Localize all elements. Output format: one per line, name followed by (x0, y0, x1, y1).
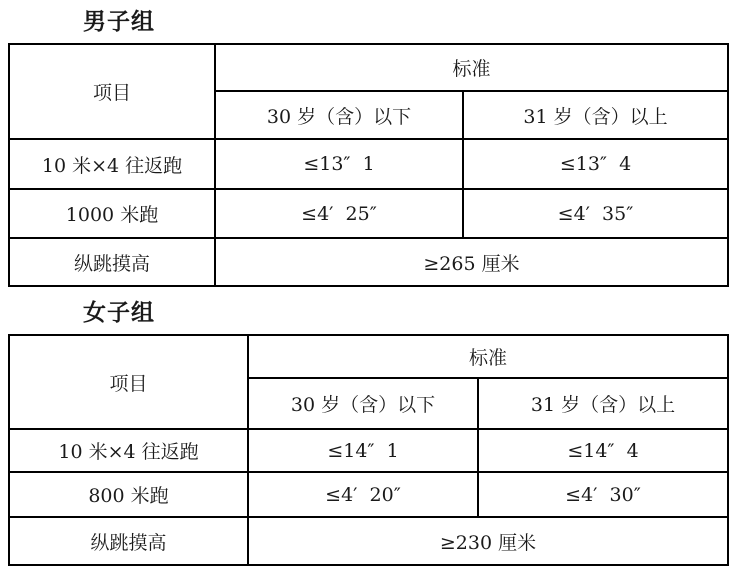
cell-item: 10 米×4 往返跑 (9, 429, 248, 472)
cell-item: 纵跳摸高 (9, 238, 215, 286)
men-group-title: 男子组 (83, 8, 155, 35)
table-row (9, 189, 728, 238)
men-standards-table (8, 43, 729, 287)
cell-value-over: ≤14″ 4 (478, 429, 728, 472)
cell-value-under: ≤4′ 20″ (248, 472, 478, 517)
cell-value-over: ≤4′ 30″ (478, 472, 728, 517)
cell-value-over: ≤13″ 4 (463, 139, 728, 189)
header-cell-age-over: 31 岁（含）以上 (478, 378, 728, 429)
table-row (9, 139, 728, 189)
table-header-row (9, 335, 728, 378)
table-row (9, 238, 728, 286)
cell-value-under: ≤4′ 25″ (215, 189, 463, 238)
header-cell-age-under: 30 岁（含）以下 (248, 378, 478, 429)
header-cell-age-under: 30 岁（含）以下 (215, 91, 463, 139)
cell-item: 10 米×4 往返跑 (9, 139, 215, 189)
table-row (9, 472, 728, 517)
cell-value-under: ≤14″ 1 (248, 429, 478, 472)
cell-value-under: ≤13″ 1 (215, 139, 463, 189)
header-cell-age-over: 31 岁（含）以上 (463, 91, 728, 139)
table-row (9, 517, 728, 565)
cell-value-all-ages: ≥230 厘米 (248, 517, 728, 565)
header-cell-item: 项目 (9, 44, 215, 139)
header-cell-item: 项目 (9, 335, 248, 429)
cell-item: 800 米跑 (9, 472, 248, 517)
table-row (9, 429, 728, 472)
cell-value-over: ≤4′ 35″ (463, 189, 728, 238)
header-cell-standard: 标准 (248, 335, 728, 378)
women-standards-table (8, 334, 729, 566)
cell-item: 1000 米跑 (9, 189, 215, 238)
cell-value-all-ages: ≥265 厘米 (215, 238, 728, 286)
cell-item: 纵跳摸高 (9, 517, 248, 565)
table-header-row (9, 44, 728, 91)
women-group-title: 女子组 (83, 299, 155, 326)
header-cell-standard: 标准 (215, 44, 728, 91)
